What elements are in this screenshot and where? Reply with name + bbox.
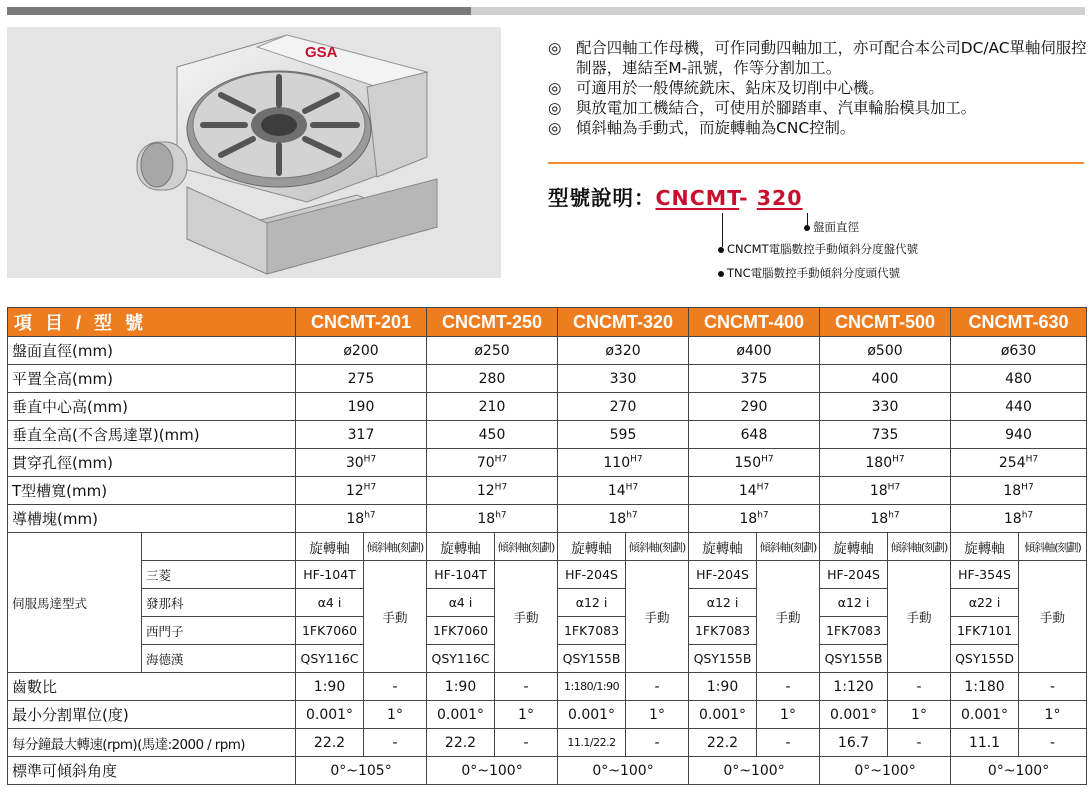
cell: α22 i [951, 589, 1019, 617]
cell: - [1019, 673, 1087, 701]
cell: 595 [558, 421, 689, 449]
tilt-manual-cell: 手動 [757, 561, 820, 673]
cell: $14^{H7}$ [689, 477, 820, 505]
gsa-logo: GSA [305, 44, 338, 61]
cell: 22.2 [427, 729, 495, 757]
note-tnc-code: TNC電腦數控手動傾斜分度頭代號 [718, 265, 900, 281]
brand-name: 西門子 [142, 617, 296, 645]
model-explanation-title [548, 181, 803, 211]
cell: HF-104T [427, 561, 495, 589]
cell: 1° [1019, 701, 1087, 729]
cell: 0°~100° [951, 757, 1087, 785]
tilt-manual-cell: 手動 [364, 561, 427, 673]
cell: HF-204S [820, 561, 888, 589]
cell: 0°~100° [820, 757, 951, 785]
row-label: 最小分割單位(度) [8, 701, 296, 729]
cell: 16.7 [820, 729, 888, 757]
section-divider [548, 162, 1084, 164]
row-label: 導槽塊(mm) [8, 505, 296, 533]
axis-rotary-label: 旋轉軸 [820, 533, 888, 561]
cell: 22.2 [689, 729, 757, 757]
cell: - [1019, 729, 1087, 757]
cell: α12 i [820, 589, 888, 617]
feature-item [548, 38, 1088, 78]
cell: 1:180 [951, 673, 1019, 701]
cell: 270 [558, 393, 689, 421]
cell: 0.001° [558, 701, 626, 729]
cell: ø320 [558, 337, 689, 365]
cell: 1FK7060 [296, 617, 364, 645]
cell: - [626, 673, 689, 701]
spec-table [7, 307, 1087, 785]
cell: 330 [558, 365, 689, 393]
cell: $254^{H7}$ [951, 449, 1087, 477]
cell: QSY116C [296, 645, 364, 673]
cell: $18^{h7}$ [558, 505, 689, 533]
cell: 290 [689, 393, 820, 421]
cell: QSY155B [558, 645, 626, 673]
cell: QSY116C [427, 645, 495, 673]
row-label: 垂直中心高(mm) [8, 393, 296, 421]
cell: 450 [427, 421, 558, 449]
feature-text: 傾斜軸為手動式，而旋轉軸為CNC控制。 [576, 119, 856, 137]
cell: $30^{H7}$ [296, 449, 427, 477]
cell: 480 [951, 365, 1087, 393]
header-model: CNCMT-630 [951, 308, 1087, 337]
cell: 0°~100° [558, 757, 689, 785]
feature-marker: ◎ [548, 39, 562, 57]
cell: 1FK7083 [558, 617, 626, 645]
axis-tilt-label: 傾斜軸(刻劃) [1019, 533, 1087, 561]
note-dish-diameter: 盤面直徑 [804, 219, 859, 235]
feature-marker: ◎ [548, 119, 562, 137]
cell: $18^{h7}$ [951, 505, 1087, 533]
cell: 0.001° [689, 701, 757, 729]
top-divider-dark-segment [7, 7, 471, 15]
cell: $18^{h7}$ [427, 505, 558, 533]
brand-name: 三菱 [142, 561, 296, 589]
model-title-label: 型號說明： [548, 186, 656, 210]
cell: - [888, 729, 951, 757]
cell: 1FK7060 [427, 617, 495, 645]
cell: $18^{h7}$ [689, 505, 820, 533]
cell: 440 [951, 393, 1087, 421]
table-row [8, 701, 1087, 729]
cell: 1FK7083 [689, 617, 757, 645]
cell: HF-104T [296, 561, 364, 589]
row-label: 標準可傾斜角度 [8, 757, 296, 785]
cell: 22.2 [296, 729, 364, 757]
row-label: 每分鐘最大轉速(rpm)(馬達:2000 / rpm) [8, 729, 296, 757]
axis-tilt-label: 傾斜軸(刻劃) [495, 533, 558, 561]
model-code-dash: - [739, 186, 749, 210]
cell: 317 [296, 421, 427, 449]
cell: 940 [951, 421, 1087, 449]
tilt-manual-cell: 手動 [626, 561, 689, 673]
cell: $14^{H7}$ [558, 477, 689, 505]
cell: HF-204S [558, 561, 626, 589]
cell: QSY155B [689, 645, 757, 673]
table-row [8, 449, 1087, 477]
cell: - [626, 729, 689, 757]
feature-item [548, 118, 1088, 138]
cell: 1:90 [296, 673, 364, 701]
feature-item [548, 78, 1088, 98]
cell: 0°~100° [427, 757, 558, 785]
cell: ø250 [427, 337, 558, 365]
cell: $18^{h7}$ [296, 505, 427, 533]
row-label: 貫穿孔徑(mm) [8, 449, 296, 477]
axis-rotary-label: 旋轉軸 [558, 533, 626, 561]
cell: 375 [689, 365, 820, 393]
cell: 11.1 [951, 729, 1019, 757]
cell: 400 [820, 365, 951, 393]
cell: 1:120 [820, 673, 888, 701]
axis-rotary-label: 旋轉軸 [296, 533, 364, 561]
table-row [8, 673, 1087, 701]
header-model: CNCMT-400 [689, 308, 820, 337]
feature-marker: ◎ [548, 79, 562, 97]
servo-motor-label: 伺服馬達型式 [8, 533, 142, 673]
cell: 1FK7101 [951, 617, 1019, 645]
cell: 1:90 [689, 673, 757, 701]
cell: 1° [757, 701, 820, 729]
cell: 0.001° [951, 701, 1019, 729]
table-row [8, 757, 1087, 785]
header-model: CNCMT-250 [427, 308, 558, 337]
feature-text: 可適用於一般傳統銑床、鉆床及切削中心機。 [576, 79, 884, 97]
table-row [8, 421, 1087, 449]
tilt-manual-cell: 手動 [888, 561, 951, 673]
cell: $12^{H7}$ [427, 477, 558, 505]
cell: 1° [626, 701, 689, 729]
cell: ø200 [296, 337, 427, 365]
feature-marker: ◎ [548, 99, 562, 117]
cell: - [364, 729, 427, 757]
table-row [8, 477, 1087, 505]
cell: - [757, 673, 820, 701]
cell: 1° [495, 701, 558, 729]
cell: 1:90 [427, 673, 495, 701]
cell: 1FK7083 [820, 617, 888, 645]
cell: 1° [364, 701, 427, 729]
rotary-table-illustration [7, 27, 501, 278]
cell: 11.1/22.2 [558, 729, 626, 757]
cell: α4 i [296, 589, 364, 617]
cell: 210 [427, 393, 558, 421]
cell: $110^{H7}$ [558, 449, 689, 477]
cell: $150^{H7}$ [689, 449, 820, 477]
axis-tilt-label: 傾斜軸(刻劃) [364, 533, 427, 561]
cell: - [495, 729, 558, 757]
cell: $70^{H7}$ [427, 449, 558, 477]
empty-cell [142, 533, 296, 561]
product-photo [7, 27, 501, 278]
cell: - [888, 673, 951, 701]
feature-text: 配合四軸工作母機，可作同動四軸加工，亦可配合本公司DC/AC單軸伺服控制器，連結至M-訊號，作等分割加工。 [576, 39, 1087, 77]
servo-brand-row [8, 561, 1087, 589]
cell: $18^{h7}$ [820, 505, 951, 533]
feature-text: 與放電加工機結合，可使用於腳踏車、汽車輪胎模具加工。 [576, 99, 977, 117]
table-row [8, 393, 1087, 421]
cell: 275 [296, 365, 427, 393]
header-item-model: 項 目 / 型 號 [8, 308, 296, 337]
cell: α12 i [558, 589, 626, 617]
cell: $18^{H7}$ [951, 477, 1087, 505]
cell: 0°~105° [296, 757, 427, 785]
row-label: 垂直全高(不含馬達罩)(mm) [8, 421, 296, 449]
axis-tilt-label: 傾斜軸(刻劃) [757, 533, 820, 561]
cell: - [757, 729, 820, 757]
cell: - [495, 673, 558, 701]
cell: 0.001° [820, 701, 888, 729]
top-divider-bar [7, 7, 1085, 15]
model-code-number: 320 [756, 186, 803, 210]
cell: α4 i [427, 589, 495, 617]
row-label: T型槽寬(mm) [8, 477, 296, 505]
cell: $18^{H7}$ [820, 477, 951, 505]
cell: HF-204S [689, 561, 757, 589]
axis-rotary-label: 旋轉軸 [689, 533, 757, 561]
table-row [8, 337, 1087, 365]
cell: QSY155B [820, 645, 888, 673]
header-model: CNCMT-500 [820, 308, 951, 337]
cell: 735 [820, 421, 951, 449]
cell: 0°~100° [689, 757, 820, 785]
tilt-manual-cell: 手動 [1019, 561, 1087, 673]
brand-name: 發那科 [142, 589, 296, 617]
cell: 280 [427, 365, 558, 393]
table-header-row [8, 308, 1087, 337]
table-row [8, 729, 1087, 757]
axis-rotary-label: 旋轉軸 [427, 533, 495, 561]
note-cncmt-code: CNCMT電腦數控手動傾斜分度盤代號 [718, 241, 918, 257]
cell: QSY155D [951, 645, 1019, 673]
feature-list [548, 38, 1088, 138]
header-model: CNCMT-201 [296, 308, 427, 337]
cell: 648 [689, 421, 820, 449]
cell: $12^{H7}$ [296, 477, 427, 505]
row-label: 平置全高(mm) [8, 365, 296, 393]
feature-item [548, 98, 1088, 118]
axis-tilt-label: 傾斜軸(刻劃) [626, 533, 689, 561]
table-row [8, 505, 1087, 533]
axis-rotary-label: 旋轉軸 [951, 533, 1019, 561]
row-label: 齒數比 [8, 673, 296, 701]
cell: 1:180/1:90 [558, 673, 626, 701]
header-model: CNCMT-320 [558, 308, 689, 337]
cell: 0.001° [296, 701, 364, 729]
cell: 190 [296, 393, 427, 421]
cell: 1° [888, 701, 951, 729]
cell: 0.001° [427, 701, 495, 729]
tilt-manual-cell: 手動 [495, 561, 558, 673]
table-row [8, 365, 1087, 393]
cell: $180^{H7}$ [820, 449, 951, 477]
servo-axis-header-row [8, 533, 1087, 561]
cell: - [364, 673, 427, 701]
axis-tilt-label: 傾斜軸(刻劃) [888, 533, 951, 561]
cell: ø400 [689, 337, 820, 365]
model-code-prefix: CNCMT [655, 186, 740, 210]
brand-name: 海德漢 [142, 645, 296, 673]
cell: 330 [820, 393, 951, 421]
cell: HF-354S [951, 561, 1019, 589]
cell: α12 i [689, 589, 757, 617]
row-label: 盤面直徑(mm) [8, 337, 296, 365]
cell: ø500 [820, 337, 951, 365]
cell: ø630 [951, 337, 1087, 365]
